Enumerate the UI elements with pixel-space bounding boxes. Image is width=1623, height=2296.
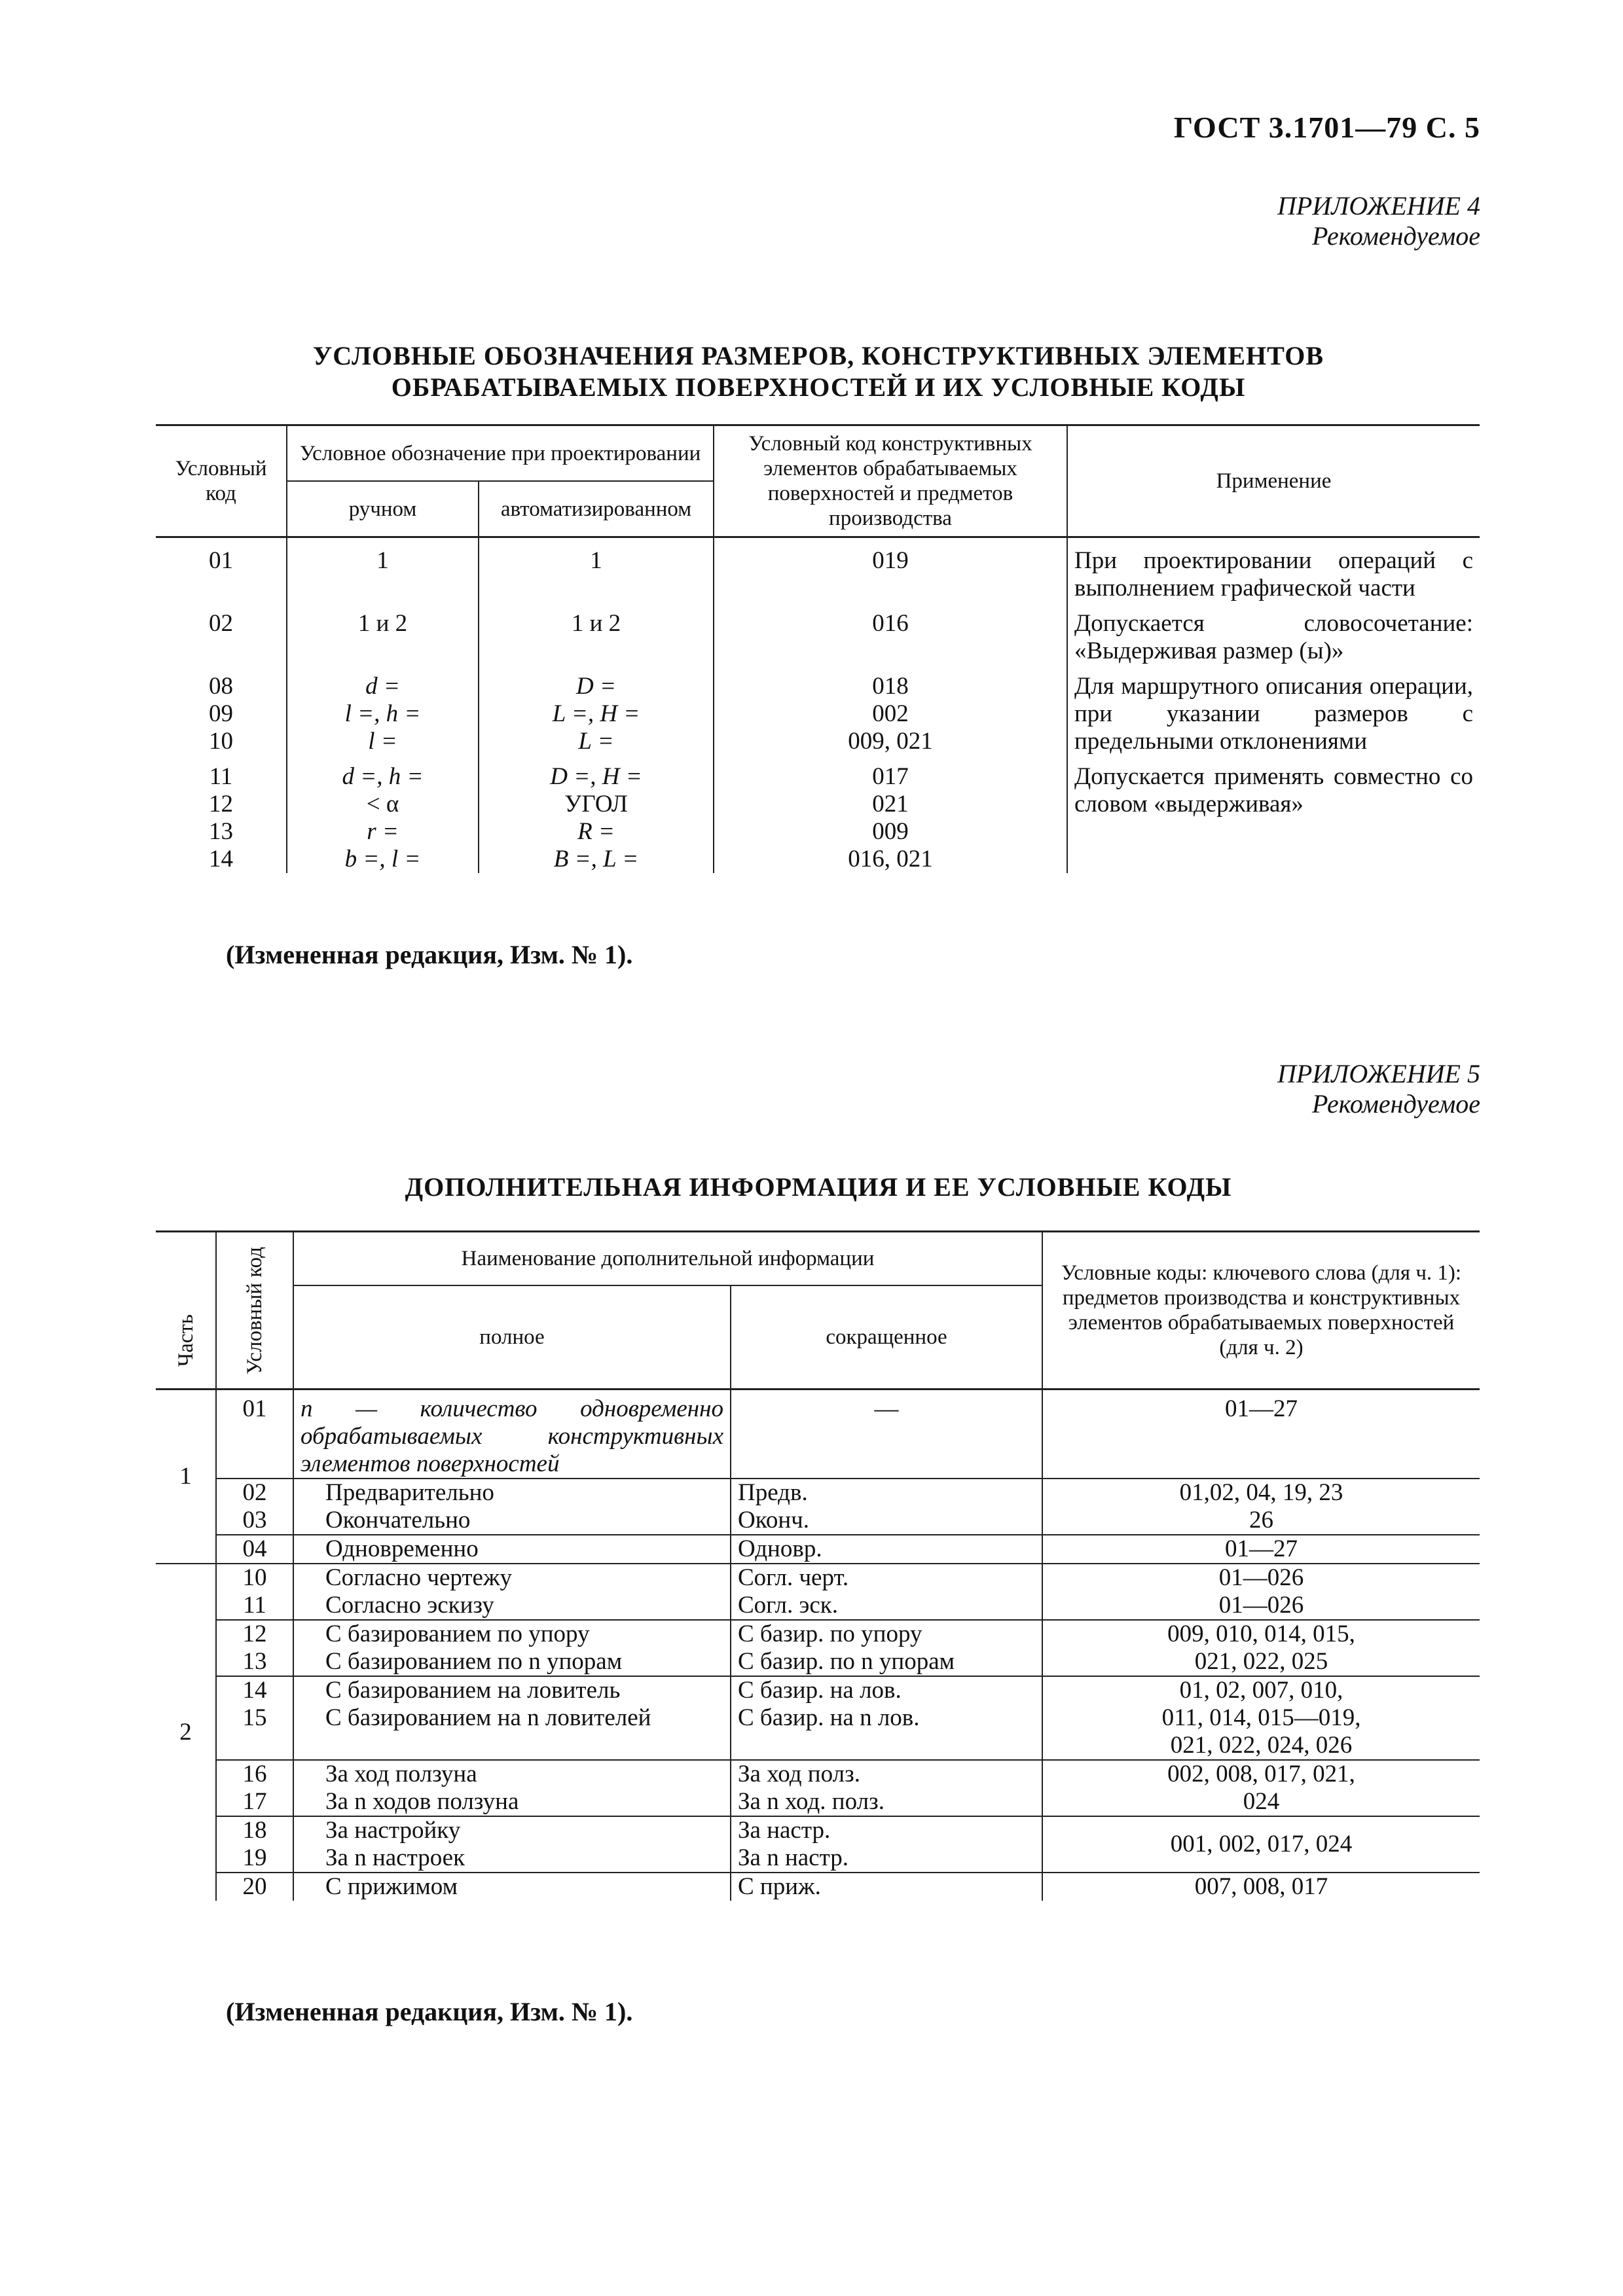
t2-r14-code: 14: [242, 1677, 267, 1704]
t1-r1-elem: 019: [714, 537, 1067, 603]
t2-r10-full: Согласно чертежу: [325, 1564, 513, 1591]
t2-r10-11-short: [731, 1564, 1042, 1620]
t1-r2-auto: 1 и 2: [479, 602, 714, 665]
th-code: Условный код: [156, 425, 287, 537]
t2-r10-code: 10: [242, 1564, 267, 1591]
t2-r12-codes: 009, 010, 014, 015,: [1167, 1621, 1355, 1647]
t1-r7-code: 12: [209, 791, 233, 817]
t2-r04-short: Одновр.: [731, 1535, 1042, 1563]
t1-r6-9-man: [287, 755, 479, 873]
t1-r2-apply: Допускается словосочетание: «Выдерживая размер (ы)»: [1074, 610, 1473, 664]
t2-r17-full: За n ходов ползуна: [325, 1788, 519, 1815]
t2-r13-short: С базир. по n упорам: [738, 1648, 955, 1675]
t2-r11-full: Согласно эскизу: [325, 1592, 494, 1619]
t2-r10-11-full: [293, 1564, 731, 1620]
t2-r18-19-codes: [216, 1816, 293, 1873]
t1-r7-auto: УГОЛ: [564, 791, 628, 817]
t1-r9-elem: 016, 021: [848, 846, 933, 872]
appendix-5-block: [1277, 1059, 1480, 1119]
t2-r13-codes: 021, 022, 025: [1194, 1648, 1328, 1675]
page-header: ГОСТ 3.1701—79 С. 5: [1173, 111, 1480, 144]
th-part: [156, 1232, 216, 1390]
t2-r14-codes: 01, 02, 007, 010,: [1179, 1677, 1343, 1704]
th-design: Условное обозначение при проектировании: [287, 425, 714, 482]
t2-r03-code: 03: [242, 1507, 267, 1534]
codes-table-1: [156, 424, 1480, 873]
th-code-2-text: Условный код: [243, 1246, 266, 1374]
th-codes: Условные коды: ключевого слова (для ч. 1): предметов производства и конструктивных элементов обрабатываемых поверхностей (для ч. 2): [1042, 1232, 1480, 1390]
t2-r11-code: 11: [243, 1592, 266, 1619]
appendix-4-label: ПРИЛОЖЕНИЕ 4: [1277, 191, 1480, 221]
t2-r01-full-text: n — количество одновременно обрабатываемых конструктивных элементов поверхностей: [301, 1395, 723, 1477]
t1-r1-auto: 1: [479, 537, 714, 603]
t2-r13-full: С базированием по n упорам: [325, 1648, 623, 1675]
th-short: сокращенное: [731, 1285, 1042, 1390]
t2-r14-15-codes: [216, 1676, 293, 1760]
t2-r01-full: [293, 1390, 731, 1479]
t1-r8-elem: 009: [872, 818, 909, 845]
t2-r18-19-full: [293, 1816, 731, 1873]
t2-r12-short: С базир. по упору: [738, 1621, 922, 1647]
t1-r5-code: 10: [209, 728, 233, 755]
t1-r6-man: d =, h =: [342, 763, 424, 790]
t2-r12-13-codes: [216, 1620, 293, 1676]
appendix-4-status: Рекомендуемое: [1311, 221, 1480, 251]
t2-r20-full: С прижимом: [293, 1873, 731, 1901]
t2-r12-13-full: [293, 1620, 731, 1676]
th-auto: автоматизированном: [479, 481, 714, 537]
part-2-cell: 2: [156, 1564, 216, 1901]
amendment-note-2: (Измененная редакция, Изм. № 1).: [226, 1997, 633, 2026]
t2-r18-code: 18: [242, 1817, 267, 1844]
t2-r10-11-codes: [216, 1564, 293, 1620]
t1-r3-5-auto: [479, 665, 714, 755]
t1-r6-code: 11: [209, 763, 233, 790]
t1-r3-5-man: [287, 665, 479, 755]
t2-r19-code: 19: [242, 1844, 267, 1871]
t2-r19-full: За n настроек: [325, 1844, 465, 1871]
t1-r7-man: < α: [366, 791, 399, 817]
t2-r18-short: За настр.: [738, 1817, 831, 1844]
t2-r15-codes-2: 021, 022, 024, 026: [1170, 1732, 1353, 1759]
table-1-title-line-2: ОБРАБАТЫВАЕМЫХ ПОВЕРХНОСТЕЙ И ИХ УСЛОВНЫЕ КОДЫ: [391, 372, 1246, 402]
t1-r4-code: 09: [209, 700, 233, 727]
th-full: полное: [293, 1285, 731, 1390]
t1-r1-apply: При проектировании операций с выполнением графической части: [1074, 547, 1473, 601]
t1-r6-9-elem: [714, 755, 1067, 873]
t2-r02-code: 02: [242, 1479, 267, 1506]
t1-apply-4: Допускается применять совместно со словом «выдерживая»: [1074, 763, 1473, 817]
t2-r20-code: 20: [216, 1873, 293, 1901]
t2-r01-codes: 01—27: [1225, 1395, 1298, 1422]
t2-r18-19-short: [731, 1816, 1042, 1873]
t1-r9-auto: B =, L =: [553, 846, 639, 872]
table-2-title: ДОПОЛНИТЕЛЬНАЯ ИНФОРМАЦИЯ И ЕЕ УСЛОВНЫЕ КОДЫ: [405, 1172, 1232, 1202]
t1-r4-elem: 002: [872, 700, 909, 727]
t1-r8-code: 13: [209, 818, 233, 845]
t2-r12-13-codes-val: [1042, 1620, 1480, 1676]
t1-r6-9-auto: [479, 755, 714, 873]
codes-table-2: [156, 1230, 1480, 1901]
t2-r18-full: За настройку: [325, 1817, 461, 1844]
th-code-2: [216, 1232, 293, 1390]
t2-r16-codes: 002, 008, 017, 021,: [1167, 1761, 1355, 1787]
table-1-title-line-1: УСЛОВНЫЕ ОБОЗНАЧЕНИЯ РАЗМЕРОВ, КОНСТРУКТИВНЫХ ЭЛЕМЕНТОВ: [312, 341, 1324, 370]
t2-r20-codes: 007, 008, 017: [1042, 1873, 1480, 1901]
t1-r6-9-codes: [156, 755, 287, 873]
t2-r10-codes: 01—026: [1218, 1564, 1304, 1591]
t2-r16-full: За ход ползуна: [325, 1761, 477, 1787]
t2-r10-short: Согл. черт.: [738, 1564, 849, 1591]
t1-r7-elem: 021: [872, 791, 909, 817]
t1-r6-auto: D =, H =: [550, 763, 642, 790]
t2-r12-13-short: [731, 1620, 1042, 1676]
t2-r11-short: Согл. эск.: [738, 1592, 838, 1619]
t1-r3-5-codes: [156, 665, 287, 755]
t1-apply-3: Для маршрутного описания операции, при указании размеров с предельными отклонениями: [1074, 673, 1473, 755]
t2-r19-short: За n настр.: [738, 1844, 848, 1871]
t2-r04-code: 04: [216, 1535, 293, 1563]
t2-r14-15-codes-val: [1042, 1676, 1480, 1760]
th-part-text: Часть: [173, 1314, 198, 1367]
t2-r15-code: 15: [242, 1704, 267, 1731]
t2-r16-code: 16: [242, 1761, 267, 1787]
t1-r3-code: 08: [209, 673, 233, 700]
t2-r02-03-short: [731, 1479, 1042, 1535]
t2-r04-full: Одновременно: [293, 1535, 731, 1563]
t1-r9-code: 14: [209, 846, 233, 872]
appendix-5-status: Рекомендуемое: [1311, 1089, 1480, 1119]
t2-r12-code: 12: [242, 1621, 267, 1647]
t2-r14-short: С базир. на лов.: [738, 1677, 902, 1704]
t2-r10-11-codes-val: [1042, 1564, 1480, 1620]
t2-r16-17-codes-val: [1042, 1760, 1480, 1816]
t1-r1-code: 01: [156, 537, 287, 603]
t2-r17-code: 17: [242, 1788, 267, 1815]
part-1-cell: 1: [156, 1390, 216, 1564]
t2-r01-short: —: [731, 1390, 1042, 1479]
t2-r11-codes: 01—026: [1218, 1592, 1304, 1619]
t1-r4-man: l =, h =: [344, 700, 421, 727]
t1-r6-elem: 017: [872, 763, 909, 790]
th-elem: Условный код конструктивных элементов обрабатываемых поверхностей и предметов производства: [714, 425, 1067, 537]
t2-r02-03-codes-val: [1042, 1479, 1480, 1535]
th-apply: Применение: [1067, 425, 1480, 537]
t1-r4-auto: L =, H =: [552, 700, 640, 727]
t1-r1-man: 1: [287, 537, 479, 603]
t2-r18-19-codes-val: 001, 002, 017, 024: [1042, 1816, 1480, 1873]
th-manual: ручном: [287, 481, 479, 537]
t1-r2-code: 02: [156, 602, 287, 665]
t2-r02-full: Предварительно: [325, 1479, 494, 1506]
t2-r02-short: Предв.: [738, 1479, 808, 1506]
t2-r17-short: За n ход. полз.: [738, 1788, 884, 1815]
t2-r02-03-codes: [216, 1479, 293, 1535]
t1-r5-elem: 009, 021: [848, 728, 933, 755]
t2-r15-full: С базированием на n ловителей: [325, 1704, 651, 1731]
t2-r14-15-short: [731, 1676, 1042, 1760]
t1-r5-man: l =: [368, 728, 397, 755]
t1-r5-auto: L =: [578, 728, 614, 755]
appendix-5-label: ПРИЛОЖЕНИЕ 5: [1277, 1059, 1480, 1088]
t1-r3-auto: D =: [576, 673, 616, 700]
t2-r14-15-full: [293, 1676, 731, 1760]
t2-r01-code: 01: [216, 1390, 293, 1479]
t2-r03-short: Оконч.: [738, 1507, 809, 1534]
t1-r2-elem: 016: [714, 602, 1067, 665]
t2-r16-17-full: [293, 1760, 731, 1816]
appendix-4-block: [1277, 191, 1480, 251]
t2-r12-full: С базированием по упору: [325, 1621, 590, 1647]
t2-r13-code: 13: [242, 1648, 267, 1675]
t2-r15-codes: 011, 014, 015—019,: [1161, 1704, 1361, 1731]
t2-r20-short: С приж.: [731, 1873, 1042, 1901]
t2-r02-03-full: [293, 1479, 731, 1535]
table-1-title: [157, 340, 1480, 403]
t2-r15-short: С базир. на n лов.: [738, 1704, 920, 1731]
t2-r16-17-codes: [216, 1760, 293, 1816]
t2-r16-17-short: [731, 1760, 1042, 1816]
amendment-note-1: (Измененная редакция, Изм. № 1).: [226, 940, 633, 969]
t1-r3-5-elem: [714, 665, 1067, 755]
t2-r03-full: Окончательно: [325, 1507, 471, 1534]
t1-r3-man: d =: [365, 673, 400, 700]
th-name: Наименование дополнительной информации: [293, 1232, 1042, 1286]
t2-r04-codes: 01—27: [1042, 1535, 1480, 1563]
t1-r2-man: 1 и 2: [287, 602, 479, 665]
t1-r3-elem: 018: [872, 673, 909, 700]
t1-r9-man: b =, l =: [344, 846, 421, 872]
t1-r8-man: r =: [367, 818, 399, 845]
t2-r03-codes: 26: [1249, 1507, 1274, 1534]
t2-r02-codes: 01,02, 04, 19, 23: [1179, 1479, 1343, 1506]
t2-r17-codes: 024: [1243, 1788, 1280, 1815]
t2-r14-full: С базированием на ловитель: [325, 1677, 621, 1704]
t1-r8-auto: R =: [577, 818, 615, 845]
t2-r16-short: За ход полз.: [738, 1761, 860, 1787]
